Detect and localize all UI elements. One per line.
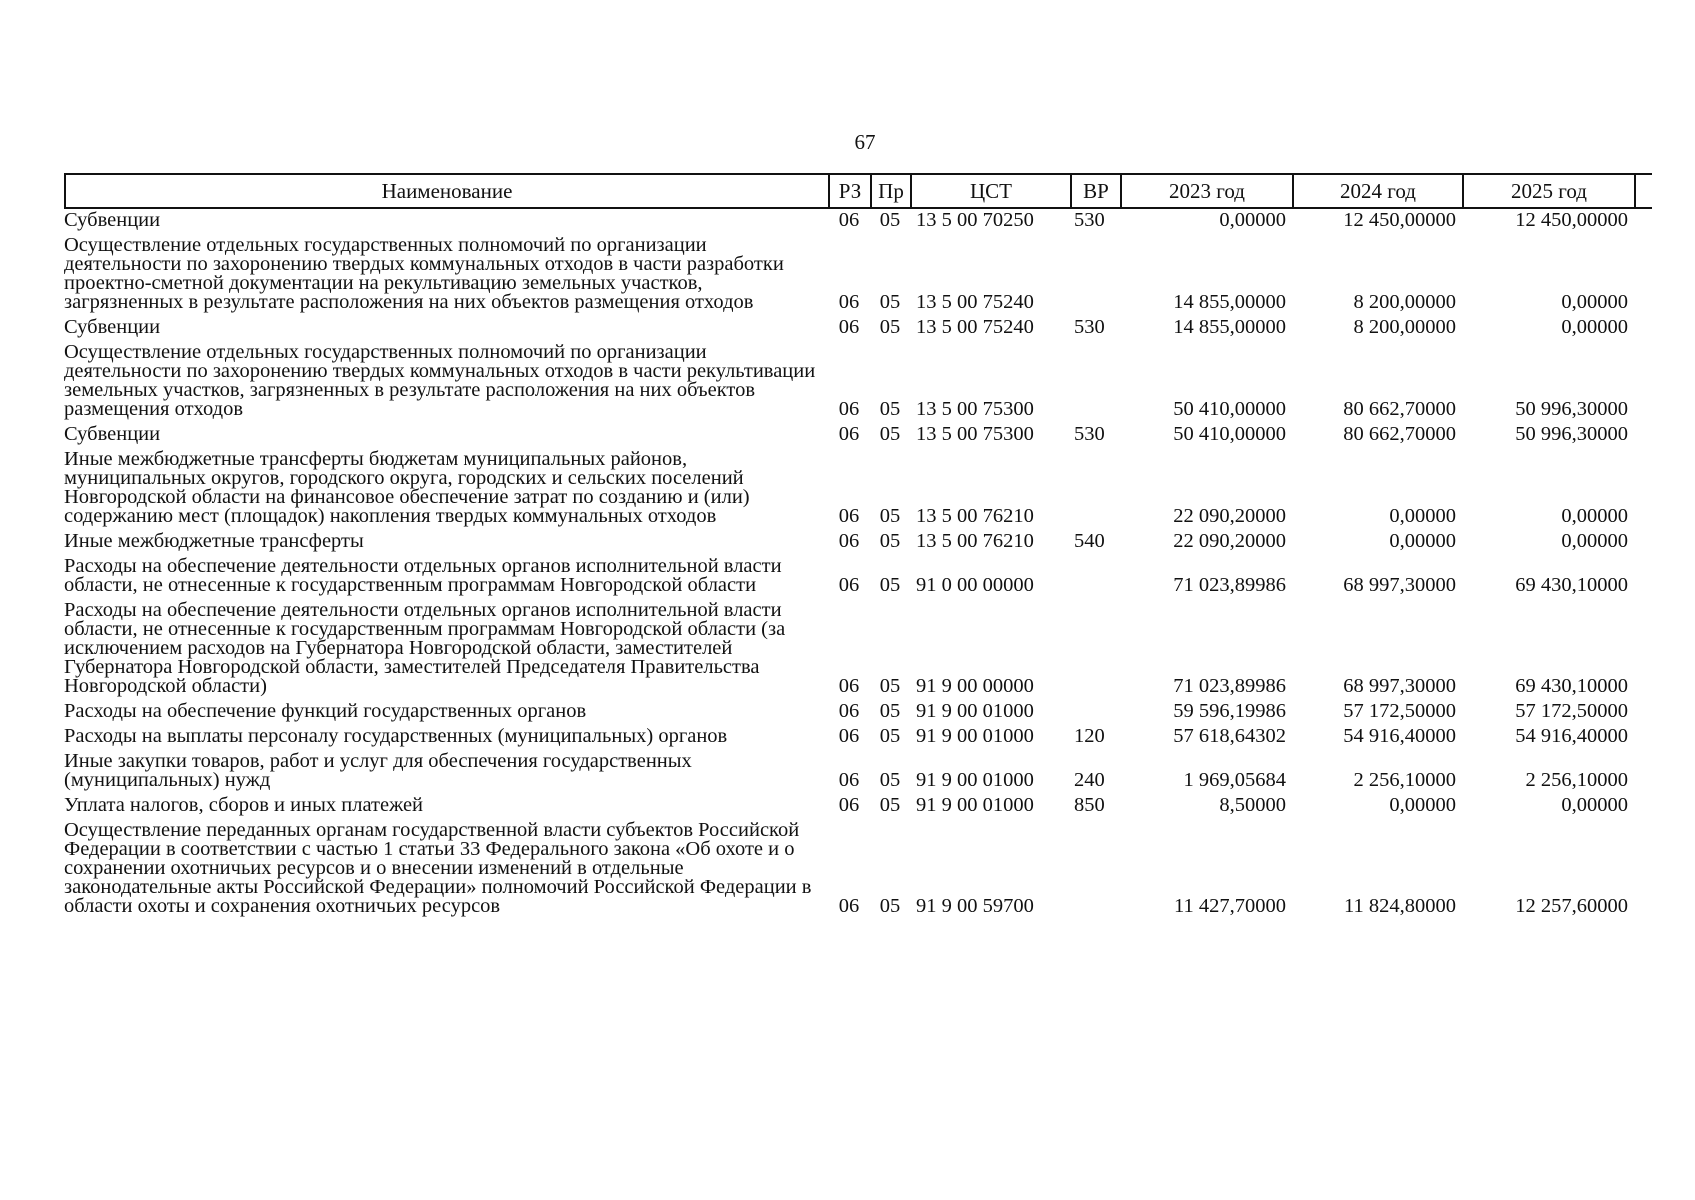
row-2025: 54 916,40000 <box>1515 725 1628 747</box>
table-row <box>64 234 1652 316</box>
row-vr: 120 <box>1074 725 1105 747</box>
table-row <box>64 750 1652 794</box>
row-2023: 50 410,00000 <box>1173 423 1286 445</box>
row-cst: 13 5 00 75240 <box>916 291 1034 313</box>
row-cst: 91 9 00 01000 <box>916 700 1034 722</box>
row-cst: 91 0 00 00000 <box>916 574 1034 596</box>
row-2024: 80 662,70000 <box>1343 423 1456 445</box>
row-2025: 69 430,10000 <box>1515 675 1628 697</box>
row-name: Уплата налогов, сборов и иных платежей <box>64 794 424 816</box>
row-name: Субвенции <box>64 316 161 338</box>
table-row <box>64 448 1652 530</box>
row-name: Иные межбюджетные трансферты бюджетам муниципальных районов, муниципальных округов, городского округа, городских и сельских поселений Новгородской области на финансовое обеспечение затрат по созданию и (или) содержанию мест (площадок) накопления твердых коммунальных отходов <box>64 448 750 527</box>
row-rz: 06 <box>838 398 860 420</box>
row-2025: 57 172,50000 <box>1515 700 1628 722</box>
row-2024: 2 256,10000 <box>1353 769 1456 791</box>
table-row <box>64 341 1652 423</box>
row-2025: 0,00000 <box>1561 291 1628 313</box>
row-name: Осуществление переданных органам государственной власти субъектов Российской Федерации в соответствии с частью 1 статьи 33 Федерального закона «Об охоте и о сохранении охотничьих ресурсов и о внесении изменений в отдельные законодательные акты Российской Федерации» полномочий Российской Федерации в области охоты и сохранения охотничьих ресурсов <box>64 819 812 917</box>
header-pr: Пр <box>872 175 912 207</box>
table-row <box>64 209 1652 234</box>
row-pr: 05 <box>879 316 901 338</box>
header-vr: ВР <box>1072 175 1122 207</box>
row-rz: 06 <box>838 423 860 445</box>
row-rz: 06 <box>838 291 860 313</box>
row-2023: 14 855,00000 <box>1173 291 1286 313</box>
table-row <box>64 725 1652 750</box>
row-rz: 06 <box>838 574 860 596</box>
table-row <box>64 819 1652 920</box>
row-vr: 540 <box>1074 530 1105 552</box>
row-name: Иные межбюджетные трансферты <box>64 530 364 552</box>
row-name: Осуществление отдельных государственных полномочий по организации деятельности по захоронению твердых коммунальных отходов в части разработки проектно-сметной документации на рекультивацию земельных участков, загрязненных в результате расположения на них объектов размещения отходов <box>64 234 784 313</box>
row-pr: 05 <box>879 725 901 747</box>
row-name: Расходы на выплаты персоналу государственных (муниципальных) органов <box>64 725 728 747</box>
row-2024: 11 824,80000 <box>1344 895 1456 917</box>
header-2024: 2024 год <box>1294 175 1464 207</box>
row-2025: 2 256,10000 <box>1525 769 1628 791</box>
row-2023: 14 855,00000 <box>1173 316 1286 338</box>
row-rz: 06 <box>838 794 860 816</box>
header-2025: 2025 год <box>1464 175 1636 207</box>
row-cst: 13 5 00 76210 <box>916 530 1034 552</box>
table-row <box>64 530 1652 555</box>
row-cst: 13 5 00 75240 <box>916 316 1034 338</box>
row-cst: 91 9 00 01000 <box>916 725 1034 747</box>
row-cst: 13 5 00 70250 <box>916 209 1034 231</box>
table-row <box>64 423 1652 448</box>
row-pr: 05 <box>879 769 901 791</box>
row-2024: 8 200,00000 <box>1353 316 1456 338</box>
row-rz: 06 <box>838 675 860 697</box>
row-pr: 05 <box>879 505 901 527</box>
row-pr: 05 <box>879 895 901 917</box>
row-vr <box>1070 595 1120 599</box>
row-2024: 57 172,50000 <box>1343 700 1456 722</box>
header-name: Наименование <box>66 175 830 207</box>
row-2024: 0,00000 <box>1389 505 1456 527</box>
row-name: Расходы на обеспечение функций государственных органов <box>64 700 587 722</box>
row-pr: 05 <box>879 700 901 722</box>
row-cst: 91 9 00 00000 <box>916 675 1034 697</box>
row-vr: 530 <box>1074 209 1105 231</box>
row-2023: 71 023,89986 <box>1173 675 1286 697</box>
row-2024: 0,00000 <box>1389 794 1456 816</box>
row-2023: 50 410,00000 <box>1173 398 1286 420</box>
row-2023: 22 090,20000 <box>1173 505 1286 527</box>
row-rz: 06 <box>838 769 860 791</box>
row-2025: 0,00000 <box>1561 316 1628 338</box>
table-row <box>64 555 1652 599</box>
row-name: Расходы на обеспечение деятельности отдельных органов исполнительной власти области, не отнесенные к государственным программам Новгородской области <box>64 555 782 596</box>
table-header <box>64 173 1652 209</box>
row-2025: 50 996,30000 <box>1515 423 1628 445</box>
page-number: 67 <box>854 130 876 154</box>
row-2023: 11 427,70000 <box>1174 895 1286 917</box>
row-rz: 06 <box>838 530 860 552</box>
row-2023: 22 090,20000 <box>1173 530 1286 552</box>
row-name: Иные закупки товаров, работ и услуг для обеспечения государственных (муниципальных) нужд <box>64 750 692 791</box>
row-vr: 530 <box>1074 423 1105 445</box>
table-row <box>64 700 1652 725</box>
row-name: Осуществление отдельных государственных полномочий по организации деятельности по захоронению твердых коммунальных отходов в части рекультивации земельных участков, загрязненных в результате расположения на них объектов размещения отходов <box>64 341 816 420</box>
row-name: Субвенции <box>64 423 161 445</box>
row-pr: 05 <box>879 291 901 313</box>
header-2023: 2023 год <box>1122 175 1294 207</box>
row-rz: 06 <box>838 209 860 231</box>
row-2025: 0,00000 <box>1561 530 1628 552</box>
row-2024: 68 997,30000 <box>1343 574 1456 596</box>
row-vr <box>1070 696 1120 700</box>
row-2025: 69 430,10000 <box>1515 574 1628 596</box>
row-cst: 13 5 00 75300 <box>916 423 1034 445</box>
row-2025: 50 996,30000 <box>1515 398 1628 420</box>
row-cst: 13 5 00 75300 <box>916 398 1034 420</box>
row-2024: 0,00000 <box>1389 530 1456 552</box>
budget-table <box>64 173 1652 920</box>
row-name: Субвенции <box>64 209 161 231</box>
row-rz: 06 <box>838 725 860 747</box>
row-pr: 05 <box>879 794 901 816</box>
row-2023: 8,50000 <box>1219 794 1286 816</box>
row-pr: 05 <box>879 675 901 697</box>
row-2023: 59 596,19986 <box>1173 700 1286 722</box>
row-2023: 0,00000 <box>1219 209 1286 231</box>
row-pr: 05 <box>879 398 901 420</box>
row-2024: 12 450,00000 <box>1343 209 1456 231</box>
row-2025: 12 450,00000 <box>1515 209 1628 231</box>
row-pr: 05 <box>879 574 901 596</box>
row-vr: 240 <box>1074 769 1105 791</box>
header-rz: РЗ <box>830 175 872 207</box>
row-cst: 13 5 00 76210 <box>916 505 1034 527</box>
row-rz: 06 <box>838 316 860 338</box>
row-2025: 12 257,60000 <box>1515 895 1628 917</box>
row-cst: 91 9 00 01000 <box>916 769 1034 791</box>
row-cst: 91 9 00 01000 <box>916 794 1034 816</box>
row-cst: 91 9 00 59700 <box>916 895 1034 917</box>
row-pr: 05 <box>879 423 901 445</box>
table-row <box>64 316 1652 341</box>
row-rz: 06 <box>838 700 860 722</box>
row-pr: 05 <box>879 530 901 552</box>
row-2025: 0,00000 <box>1561 505 1628 527</box>
row-rz: 06 <box>838 895 860 917</box>
row-vr: 850 <box>1074 794 1105 816</box>
row-2024: 68 997,30000 <box>1343 675 1456 697</box>
row-2023: 57 618,64302 <box>1173 725 1286 747</box>
row-rz: 06 <box>838 505 860 527</box>
row-2024: 54 916,40000 <box>1343 725 1456 747</box>
row-2025: 0,00000 <box>1561 794 1628 816</box>
row-2023: 1 969,05684 <box>1183 769 1286 791</box>
table-row <box>64 599 1652 700</box>
row-vr <box>1070 916 1120 920</box>
header-cst: ЦСТ <box>912 175 1072 207</box>
row-2024: 80 662,70000 <box>1343 398 1456 420</box>
row-2024: 8 200,00000 <box>1353 291 1456 313</box>
row-pr: 05 <box>879 209 901 231</box>
row-2023: 71 023,89986 <box>1173 574 1286 596</box>
row-vr: 530 <box>1074 316 1105 338</box>
table-row <box>64 794 1652 819</box>
row-name: Расходы на обеспечение деятельности отдельных органов исполнительной власти области, не отнесенные к государственным программам Новгородской области (за исключением расходов на Губернатора Новгородской области, заместителей Губернатора Новгородской области, заместителей Председателя Правительства Новгородской области) <box>64 599 786 697</box>
